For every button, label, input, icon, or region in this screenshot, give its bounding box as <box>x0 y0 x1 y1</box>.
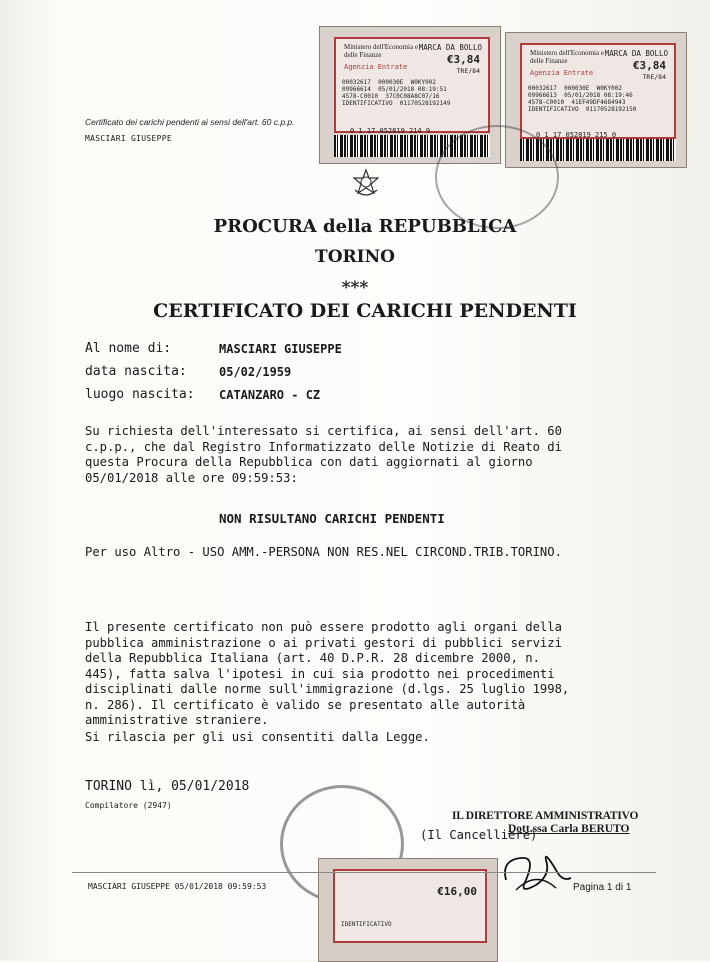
use-statement: Per uso Altro - USO AMM.-PERSONA NON RES.NEL CIRCOND.TRIB.TORINO. <box>85 545 562 559</box>
request-paragraph: Su richiesta dell'interessato si certifica, ai sensi dell'art. 60 c.p.p., che dal Registro Informatizzato delle Notizie di Reato di questa Procura della Repubblica con dati aggiornati al giorno 05/01/2018 alle ore 09:59:53: <box>85 424 562 485</box>
footer-divider <box>72 872 656 873</box>
stamp-lines: 00032617 000030E W0KY002 09966613 05/01/2018 08:19:46 4578-C0010 41EF49DF4684943 IDENTIFICATIVO 01170528192150 <box>528 85 637 113</box>
stamp-barcode-number: 0 1 17 052819 214 9 <box>350 127 431 135</box>
field-name-label: Al nome di: <box>85 341 172 356</box>
footer-text: MASCIARI GIUSEPPE 05/01/2018 09:59:53 <box>88 882 267 891</box>
page-number: Pagina 1 di 1 <box>573 882 632 893</box>
stamp-amount: €3,84 <box>632 59 666 72</box>
certificate-note: Certificato dei carichi pendenti ai sensi dell'art. 60 c.p.p. <box>85 117 295 127</box>
republic-emblem-icon <box>352 168 380 198</box>
stamp-ministry: Ministero dell'Economia e delle Finanze <box>344 43 418 59</box>
stamp-barcode-number: 0 1 17 052819 215 0 <box>536 131 617 139</box>
issued-statement: Si rilascia per gli usi consentiti dalla Legge. <box>85 730 430 744</box>
stamp-lines: 00032617 000030E W0KY002 09966614 05/01/2018 08:19:51 4578-C0010 37C0C08A8C07/16 IDENTIFICATIVO 01170528192149 <box>342 79 451 107</box>
stamp-frame <box>520 43 676 139</box>
stamp-agency: Agenzia Entrate <box>530 69 594 77</box>
stamp-lines: IDENTIFICATIVO <box>341 921 392 928</box>
clerk-label: (Il Cancelliere) <box>420 828 538 842</box>
stamp-frame <box>334 37 490 133</box>
field-name-value: MASCIARI GIUSEPPE <box>219 342 342 356</box>
field-birthdate-label: data nascita: <box>85 364 187 379</box>
revenue-stamp-3 <box>318 858 498 962</box>
field-birthplace-value: CATANZARO - CZ <box>219 388 321 402</box>
notice-paragraph: Il presente certificato non può essere prodotto agli organi della pubblica amministrazione o ai privati gestori di pubblici servizi della Repubblica Italiana (art. 40 D.P.R. 28 dicembre 2000, n. 445), fatta salva l'ipotesi in cui sia prodotto nei procedimenti disciplinati dalle norme sull'immigrazione (d.lgs. 25 luglio 1998, n. 286). Il certificato è valido se presentato alle autorità amministrative straniere. <box>85 620 570 727</box>
result-statement: NON RISULTANO CARICHI PENDENTI <box>219 511 445 526</box>
director-name: Dott.ssa Carla BERUTO <box>508 823 630 835</box>
place-date: TORINO lì, 05/01/2018 <box>85 779 250 794</box>
stamp-amount: €3,84 <box>446 53 480 66</box>
document-title: CERTIFICATO DEI CARICHI PENDENTI <box>153 300 577 322</box>
title-separator: *** <box>341 278 369 298</box>
director-title: IL DIRETTORE AMMINISTRATIVO <box>452 810 639 822</box>
stamp-amount: €16,00 <box>437 885 477 898</box>
field-birthdate-value: 05/02/1959 <box>219 365 292 379</box>
stamp-agency: Agenzia Entrate <box>344 63 408 71</box>
stamp-code: TRE/84 <box>456 67 480 75</box>
field-birthplace-label: luogo nascita: <box>85 387 195 402</box>
stamp-frame <box>333 869 487 943</box>
stamp-ministry: Ministero dell'Economia e delle Finanze <box>530 49 604 65</box>
postmark-seal <box>435 125 559 229</box>
office-title: PROCURA della REPUBBLICA <box>213 216 517 237</box>
header-name: MASCIARI GIUSEPPE <box>85 134 172 143</box>
signature-icon <box>496 840 576 900</box>
compiler: Compilatore (2947) <box>85 801 172 810</box>
stamp-label: MARCA DA BOLLO <box>604 49 668 58</box>
stamp-code: TRE/84 <box>642 73 666 81</box>
stamp-label: MARCA DA BOLLO <box>418 43 482 52</box>
city-title: TORINO <box>315 247 395 267</box>
